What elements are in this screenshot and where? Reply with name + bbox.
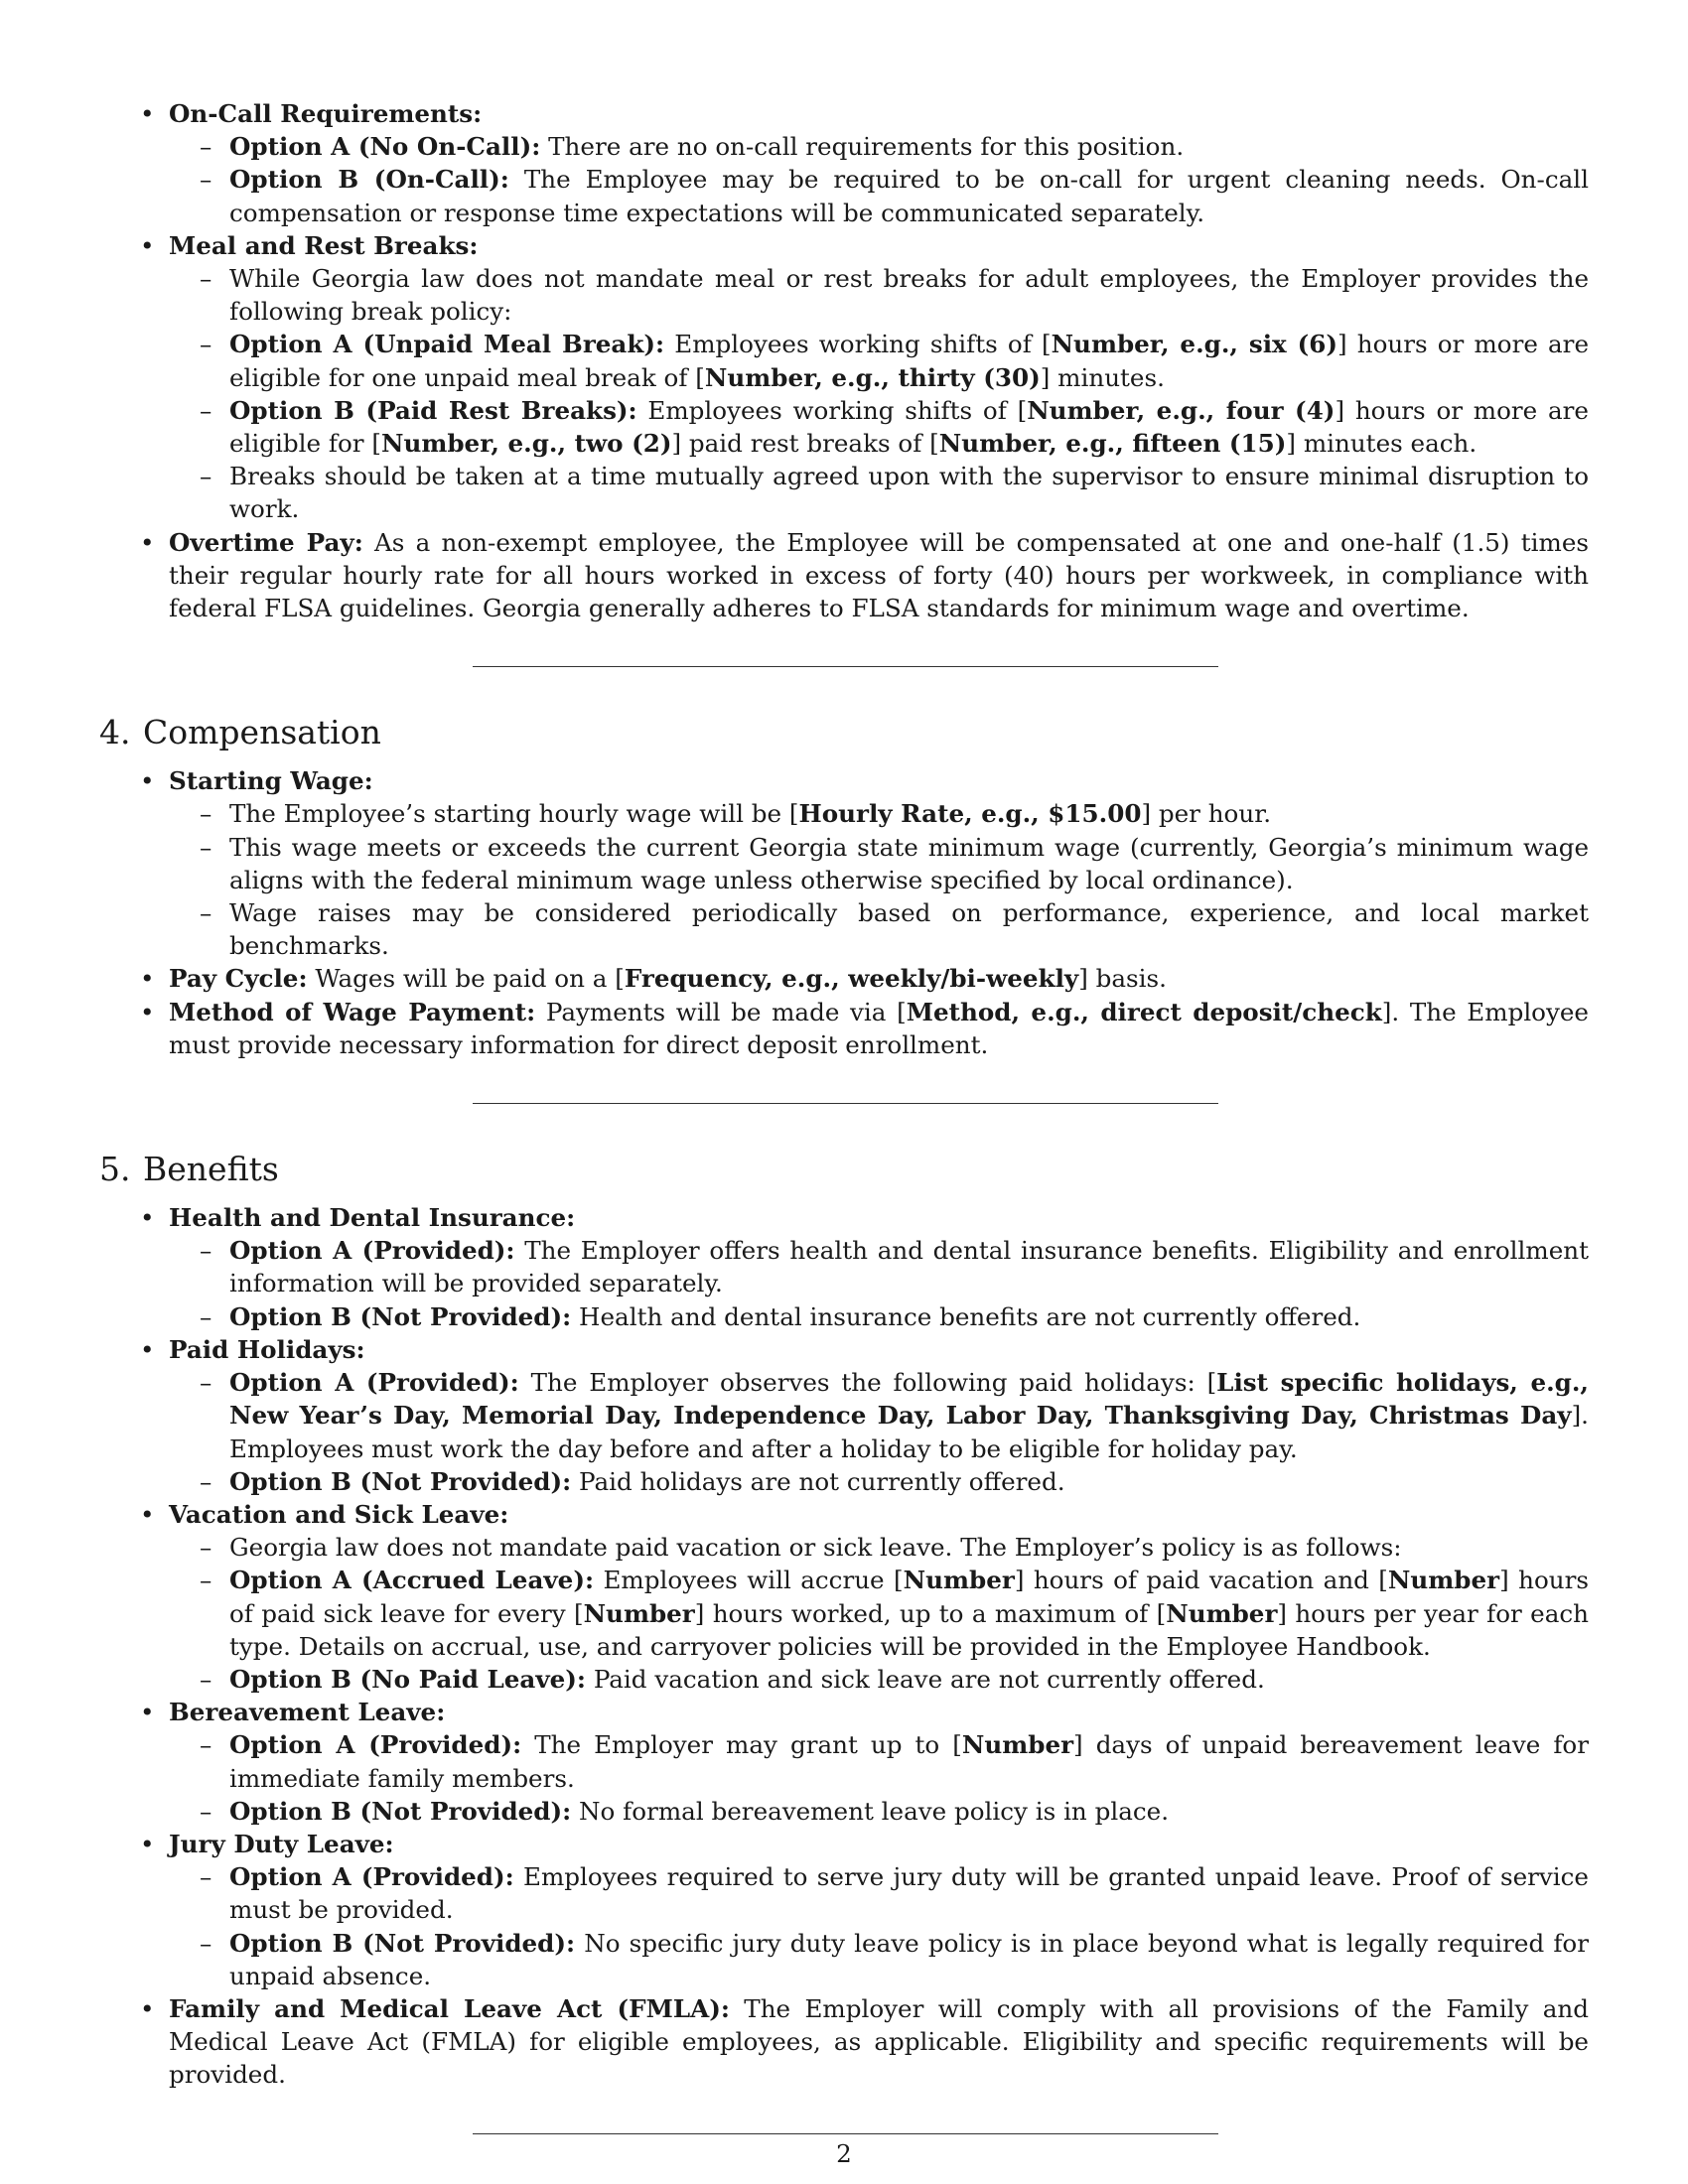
list-item: • Starting Wage: – The Employee’s starting hourly wage will be [Hourly Rate, e.g., $15.00] per hour. – This wage meets or exceeds the current Georgia state minimum wage (currently, Georgia’s minimum wage aligns with the federal minimum wage unless otherwise specified by local ordinance). – Wage raises may be considered periodically based on performance, experience, and local market benchmarks. xyxy=(169,764,1589,962)
list-item: – Option B (Not Provided): Paid holidays are not currently offered. xyxy=(229,1465,1589,1498)
list-item: – The Employee’s starting hourly wage will be [Hourly Rate, e.g., $15.00] per hour. xyxy=(229,797,1589,830)
list-item: – Georgia law does not mandate paid vacation or sick leave. The Employer’s policy is as follows: xyxy=(229,1531,1589,1564)
list-item: – Option B (Paid Rest Breaks): Employees working shifts of [Number, e.g., four (4)] hours or more are eligible for [Number, e.g., two (2)] paid rest breaks of [Number, e.g., fifteen (15)] minutes each. xyxy=(229,394,1589,460)
list-item: – Option A (Provided): The Employer may grant up to [Number] days of unpaid bereavement leave for immediate family members. xyxy=(229,1728,1589,1794)
list-item: • On-Call Requirements: – Option A (No On-Call): There are no on-call requirements for this position. – Option B (On-Call): The Employee may be required to be on-call for urgent cleaning needs. On-call compensation or response time expectations will be communicated separately. xyxy=(169,97,1589,229)
list-item: • Bereavement Leave: – Option A (Provided): The Employer may grant up to [Number] days of unpaid bereavement leave for immediate family members. – Option B (Not Provided): No formal bereavement leave policy is in place. xyxy=(169,1696,1589,1828)
section-heading: 4. Compensation xyxy=(99,713,381,752)
list-item: • Pay Cycle: Wages will be paid on a [Frequency, e.g., weekly/bi-weekly] basis. xyxy=(169,962,1589,995)
list-item: – Option B (No Paid Leave): Paid vacation and sick leave are not currently offered. xyxy=(229,1663,1589,1696)
list-item: – Option A (Provided): Employees required to serve jury duty will be granted unpaid leave. Proof of service must be provided. xyxy=(229,1860,1589,1926)
list-item: • Vacation and Sick Leave: – Georgia law does not mandate paid vacation or sick leave. The Employer’s policy is as follows: – Option A (Accrued Leave): Employees will accrue [Number] hours of paid vacation and [Number] hours of paid sick leave for every [Number] hours worked, up to a maximum of [Number] hours per year for each type. Details on accrual, use, and carryover policies will be provided in the Employee Handbook. – Option B (No Paid Leave): Paid vacation and sick leave are not currently offered. xyxy=(169,1498,1589,1696)
list-item: – Option A (No On-Call): There are no on-call requirements for this position. xyxy=(229,130,1589,163)
section-4-list xyxy=(169,764,1589,1061)
list-item: • Jury Duty Leave: – Option A (Provided): Employees required to serve jury duty will be granted unpaid leave. Proof of service must be provided. – Option B (Not Provided): No specific jury duty leave policy is in place beyond what is legally required for unpaid absence. xyxy=(169,1828,1589,1992)
section-heading: 5. Benefits xyxy=(99,1150,279,1189)
list-item: – Option B (On-Call): The Employee may be required to be on-call for urgent cleaning needs. On-call compensation or response time expectations will be communicated separately. xyxy=(229,163,1589,228)
section-divider xyxy=(473,666,1218,667)
list-item: – Option B (Not Provided): No formal bereavement leave policy is in place. xyxy=(229,1795,1589,1828)
list-item: – Wage raises may be considered periodically based on performance, experience, and local market benchmarks. xyxy=(229,896,1589,962)
page-number: 2 xyxy=(836,2139,852,2168)
list-item: • Paid Holidays: – Option A (Provided): The Employer observes the following paid holidays: [List specific holidays, e.g., New Year’s Day, Memorial Day, Independence Day, Labor Day, Thanksgiving Day, Christmas Day]. Employees must work the day before and after a holiday to be eligible for holiday pay. – Option B (Not Provided): Paid holidays are not currently offered. xyxy=(169,1333,1589,1498)
list-item: – Breaks should be taken at a time mutually agreed upon with the supervisor to ensure minimal disruption to work. xyxy=(229,460,1589,525)
section-5-list xyxy=(169,1201,1589,2091)
list-item: – Option A (Provided): The Employer observes the following paid holidays: [List specific holidays, e.g., New Year’s Day, Memorial Day, Independence Day, Labor Day, Thanksgiving Day, Christmas Day]. Employees must work the day before and after a holiday to be eligible for holiday pay. xyxy=(229,1366,1589,1465)
list-item: – Option A (Accrued Leave): Employees will accrue [Number] hours of paid vacation and [Number] hours of paid sick leave for every [Number] hours worked, up to a maximum of [Number] hours per year for each type. Details on accrual, use, and carryover policies will be provided in the Employee Handbook. xyxy=(229,1564,1589,1663)
list-item: • Health and Dental Insurance: – Option A (Provided): The Employer offers health and dental insurance benefits. Eligibility and enrollment information will be provided separately. – Option B (Not Provided): Health and dental insurance benefits are not currently offered. xyxy=(169,1201,1589,1333)
list-item: • Overtime Pay: As a non-exempt employee, the Employee will be compensated at one and one-half (1.5) times their regular hourly rate for all hours worked in excess of forty (40) hours per workweek, in compliance with federal FLSA guidelines. Georgia generally adheres to FLSA standards for minimum wage and overtime. xyxy=(169,526,1589,625)
list-item: – Option A (Unpaid Meal Break): Employees working shifts of [Number, e.g., six (6)] hours or more are eligible for one unpaid meal break of [Number, e.g., thirty (30)] minutes. xyxy=(229,328,1589,393)
list-item: • Family and Medical Leave Act (FMLA): The Employer will comply with all provisions of the Family and Medical Leave Act (FMLA) for eligible employees, as applicable. Eligibility and specific requirements will be provided. xyxy=(169,1992,1589,2092)
list-item: – Option A (Provided): The Employer offers health and dental insurance benefits. Eligibility and enrollment information will be provided separately. xyxy=(229,1234,1589,1299)
section-divider xyxy=(473,2133,1218,2134)
document-page xyxy=(99,97,1590,2134)
list-item: – This wage meets or exceeds the current Georgia state minimum wage (currently, Georgia’s minimum wage aligns with the federal minimum wage unless otherwise specified by local ordinance). xyxy=(229,831,1589,896)
section-divider xyxy=(473,1103,1218,1104)
list-item: • Method of Wage Payment: Payments will be made via [Method, e.g., direct deposit/check]. The Employee must provide necessary information for direct deposit enrollment. xyxy=(169,996,1589,1061)
section-3-list xyxy=(169,97,1589,624)
list-item: – While Georgia law does not mandate meal or rest breaks for adult employees, the Employer provides the following break policy: xyxy=(229,262,1589,328)
list-item: – Option B (Not Provided): No specific jury duty leave policy is in place beyond what is legally required for unpaid absence. xyxy=(229,1927,1589,1992)
list-item: – Option B (Not Provided): Health and dental insurance benefits are not currently offered. xyxy=(229,1300,1589,1333)
list-item: • Meal and Rest Breaks: – While Georgia law does not mandate meal or rest breaks for adult employees, the Employer provides the following break policy: – Option A (Unpaid Meal Break): Employees working shifts of [Number, e.g., six (6)] hours or more are eligible for one unpaid meal break of [Number, e.g., thirty (30)] minutes. – Option B (Paid Rest Breaks): Employees working shifts of [Number, e.g., four (4)] hours or more are eligible for [Number, e.g., two (2)] paid rest breaks of [Number, e.g., fifteen (15)] minutes each. – Breaks should be taken at a time mutually agreed upon with the supervisor to ensure minimal disruption to work. xyxy=(169,229,1589,526)
